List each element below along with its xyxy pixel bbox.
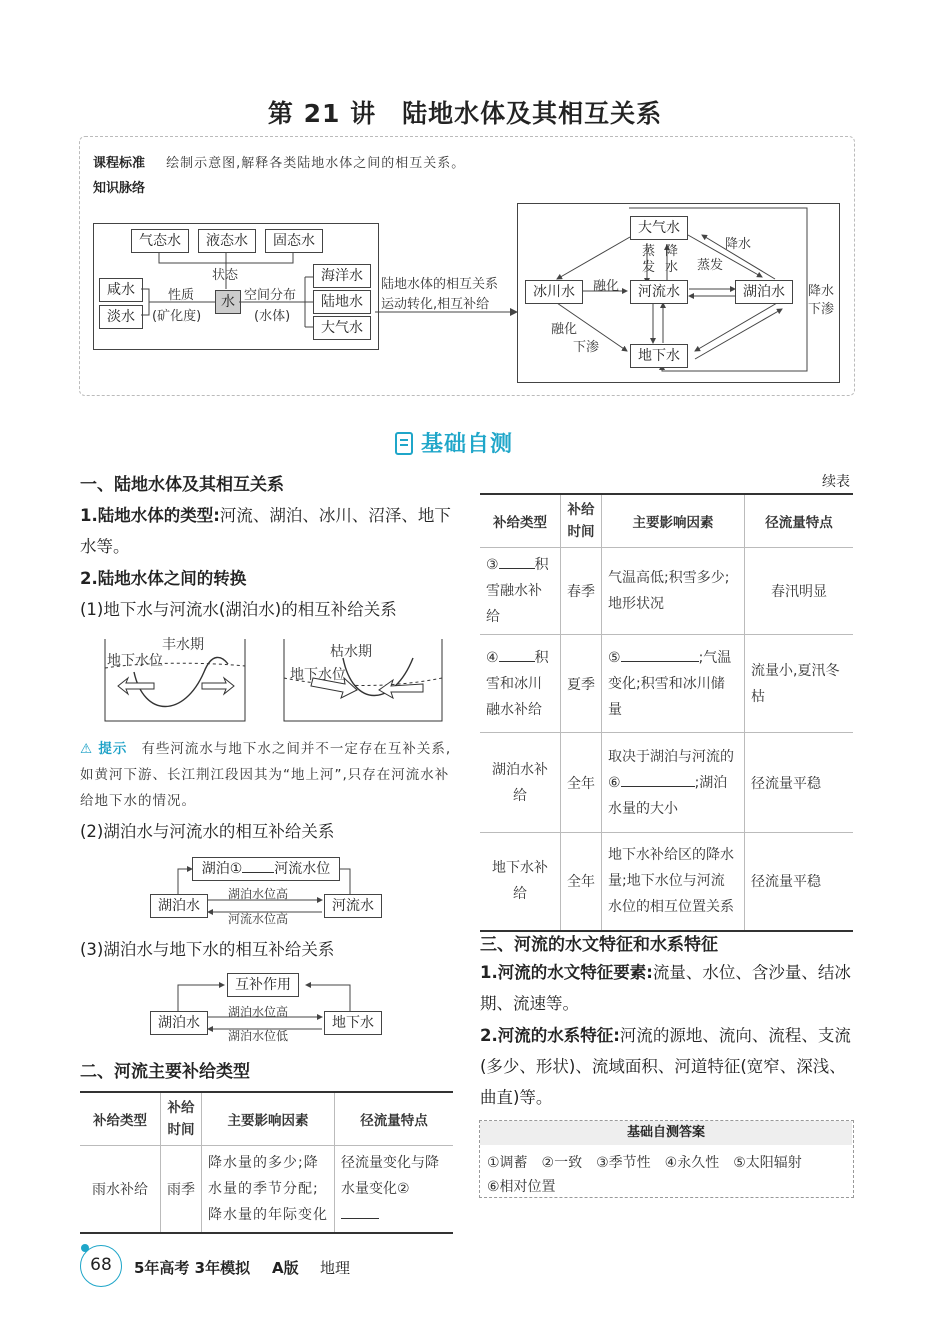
land-water-box: 陆地水 (313, 290, 371, 314)
d2-up-label: 湖泊水位高 (228, 1005, 289, 1019)
section-3-heading: 三、河流的水文特征和水系特征 (480, 935, 718, 955)
rain-seep-label-2: 下渗 (808, 302, 835, 317)
seasonal-factor: 气温高低;积雪多少;地形状况 (602, 548, 745, 635)
permanent-type: 积雪和冰川融水补给 (486, 649, 549, 718)
evap2-label: 蒸发 (697, 258, 724, 273)
knowledge-label: 知识脉络 (93, 181, 146, 196)
melt-label: 融化 (593, 279, 620, 294)
sub-heading-3: (3)湖泊水与地下水的相互补给关系 (80, 940, 335, 959)
ground-time: 全年 (561, 833, 602, 931)
blank-6 (621, 786, 695, 787)
rth-feature: 径流量特点 (745, 494, 854, 548)
land-water-types (80, 500, 453, 562)
th-time: 补给时间 (161, 1092, 202, 1146)
permanent-factor: ;气温变化;积雪和冰川储量 (608, 649, 732, 718)
th-factor: 主要影响因素 (202, 1092, 335, 1146)
permanent-type-cell (480, 635, 561, 733)
state-gas-box: 气态水 (131, 229, 189, 253)
num-5: ⑤ (608, 649, 621, 666)
page-number: 68 (90, 1255, 112, 1275)
seasonal-time: 春季 (561, 548, 602, 635)
relation-text-2: 运动转化,相互补给 (381, 297, 490, 312)
banner-text: 基础自测 (421, 432, 514, 457)
evap-label: 蒸发 (642, 244, 656, 275)
warning-icon: ⚠ (80, 741, 94, 757)
footer-subject: 地理 (320, 1259, 351, 1277)
table-continued: 续表 (822, 474, 850, 490)
cycle-lake-box: 湖泊水 (735, 280, 793, 304)
system-label: 2.河流的水系特征: (480, 1026, 620, 1045)
ground-type: 地下水补给 (480, 833, 561, 931)
cycle-ground-box: 地下水 (630, 344, 688, 368)
page-dot (81, 1244, 89, 1252)
wet-season-label: 丰水期 (162, 637, 204, 653)
system-text: 河流的源地、流向、流程、支流(多少、形状)、流域面积、河道特征(宽窄、深浅、曲直)等。 (480, 1026, 851, 1107)
melt-seep-label-1: 融化 (551, 322, 578, 337)
seasonal-type-cell (480, 548, 561, 635)
supply-table-left (80, 1091, 453, 1234)
precip-label: 降水 (725, 237, 752, 252)
blank-5 (621, 661, 699, 662)
standard-label: 课程标准 (93, 156, 146, 171)
num-3: ③ (486, 557, 499, 573)
lake-feature: 径流量平稳 (745, 733, 854, 833)
rth-factor: 主要影响因素 (602, 494, 745, 548)
property-label: 性质 (168, 288, 195, 303)
wet-level-label: 地下水位 (107, 653, 163, 669)
tip-text: 有些河流水与地下水之间并不一定存在互补关系,如黄河下游、长江荆江段因其为“地上河”,只存在河流水补给地下水的情况。 (80, 741, 452, 809)
salt-water-box: 咸水 (99, 278, 143, 302)
hydrology-label: 1.河流的水文特征要素: (480, 963, 653, 982)
relation-text-1: 陆地水体的相互关系 (381, 277, 499, 292)
ground-factor: 地下水补给区的降水量;地下水位与河流水位的相互位置关系 (602, 833, 745, 931)
atmosphere-water-box: 大气水 (313, 316, 371, 340)
state-label: 状态 (212, 268, 239, 283)
rain-feature-cell (335, 1146, 454, 1234)
melt-seep-label-2: 下渗 (573, 340, 600, 355)
ocean-water-box: 海洋水 (313, 264, 371, 288)
section-1-heading: 一、陆地水体及其相互关系 (80, 475, 284, 495)
blank-4 (499, 661, 535, 662)
distribution-sub: (水体) (254, 309, 291, 324)
d1-river-box: 河流水 (324, 894, 382, 918)
ground-feature: 径流量平稳 (745, 833, 854, 931)
tip-paragraph (80, 736, 453, 814)
lake-factor-cell (602, 733, 745, 833)
sub-heading-1: (1)地下水与河流水(湖泊水)的相互补给关系 (80, 600, 397, 619)
d2-lake-box: 湖泊水 (150, 1011, 208, 1035)
permanent-time: 夏季 (561, 635, 602, 733)
section-banner (393, 427, 543, 459)
footer-edition: A版 (272, 1259, 299, 1277)
rain-factor: 降水量的多少;降水量的季节分配;降水量的年际变化 (202, 1146, 335, 1234)
permanent-feature: 流量小,夏汛冬枯 (745, 635, 854, 733)
answers-line-1: ①调蓄 ②一致 ③季节性 ④永久性 ⑤太阳辐射 (487, 1155, 802, 1171)
cycle-river-box: 河流水 (630, 280, 688, 304)
rain-type: 雨水补给 (80, 1146, 161, 1234)
rth-time: 补给时间 (561, 494, 602, 548)
blank-2 (341, 1218, 379, 1219)
d1-down-label: 河流水位高 (228, 912, 289, 926)
rain-feature: 径流量变化与降水量变化② (341, 1155, 439, 1197)
state-liquid-box: 液态水 (198, 229, 256, 253)
sub-heading-2: (2)湖泊水与河流水的相互补给关系 (80, 822, 335, 841)
blank-1 (242, 872, 274, 873)
standard-text: 绘制示意图,解释各类陆地水体之间的相互关系。 (166, 156, 466, 171)
conversion-heading: 2.陆地水体之间的转换 (80, 569, 247, 588)
river-level-label: 河流水位 (274, 861, 331, 877)
footer-book: 5年高考 3年模拟 (134, 1259, 251, 1277)
d2-down-label: 湖泊水位低 (228, 1029, 289, 1043)
blank-3 (499, 568, 535, 569)
answer-title: 基础自测答案 (480, 1121, 852, 1145)
dry-level-label: 地下水位 (290, 667, 346, 683)
num-4: ④ (486, 649, 499, 666)
system-features (480, 1020, 853, 1113)
types-label: 1.陆地水体的类型: (80, 506, 220, 525)
d1-up-label: 湖泊水位高 (228, 887, 289, 901)
lake-factor-pre: 取决于湖泊与河流的⑥ (608, 748, 734, 791)
rain-time: 雨季 (161, 1146, 202, 1234)
lake-river-top-box (192, 857, 340, 881)
hydrology-text: 流量、水位、含沙量、结冰期、流速等。 (480, 963, 851, 1013)
seasonal-type: 积雪融水补给 (486, 557, 549, 625)
left-map-connectors (93, 223, 377, 348)
hydrology-features (480, 957, 853, 1019)
page-title: 第 21 讲 陆地水体及其相互关系 (267, 99, 663, 128)
property-sub: (矿化度) (152, 309, 202, 324)
tip-label: 提示 (98, 741, 128, 757)
permanent-factor-cell (602, 635, 745, 733)
course-standard (93, 152, 465, 171)
clipboard-icon (393, 429, 417, 457)
th-type: 补给类型 (80, 1092, 161, 1146)
seasonal-feature: 春汛明显 (745, 548, 854, 635)
distribution-label: 空间分布 (244, 288, 297, 303)
state-solid-box: 固态水 (265, 229, 323, 253)
d1-lake-box: 湖泊水 (150, 894, 208, 918)
water-center-box: 水 (215, 290, 241, 314)
fresh-water-box: 淡水 (99, 305, 143, 329)
lake-blank-label: 湖泊① (201, 861, 243, 877)
lake-type: 湖泊水补给 (480, 733, 561, 833)
rain-seep-label-1: 降水 (808, 284, 835, 299)
d2-ground-box: 地下水 (324, 1011, 382, 1035)
answers-line-2: ⑥相对位置 (487, 1179, 556, 1195)
mutual-supply-box: 互补作用 (227, 973, 299, 997)
th-feature: 径流量特点 (335, 1092, 454, 1146)
precip-v-label: 降水 (665, 244, 679, 275)
cycle-glacier-box: 冰川水 (525, 280, 583, 304)
rth-type: 补给类型 (480, 494, 561, 548)
section-2-heading: 二、河流主要补给类型 (80, 1062, 250, 1082)
types-text: 河流、湖泊、冰川、沼泽、地下水等。 (80, 506, 451, 556)
supply-table-right (480, 493, 853, 932)
relation-arrow-icon (370, 306, 520, 318)
lake-factor-post: ;湖泊水量的大小 (608, 774, 728, 817)
dry-season-label: 枯水期 (330, 644, 372, 660)
lake-time: 全年 (561, 733, 602, 833)
cycle-atmosphere-box: 大气水 (630, 216, 688, 240)
